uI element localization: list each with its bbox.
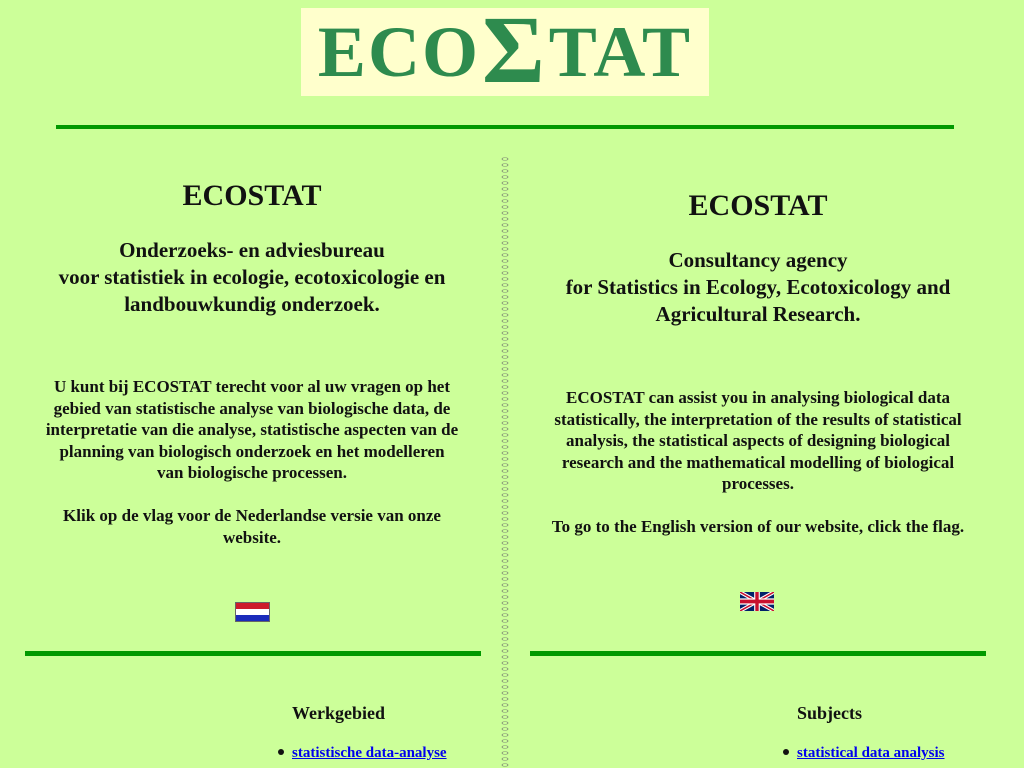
- english-subtitle-line: Consultancy agency: [668, 248, 848, 272]
- dutch-paragraph: [22, 376, 482, 484]
- english-subtitle-line: for Statistics in Ecology, Ecotoxicology and: [565, 275, 951, 299]
- logo-text-before: ECO: [317, 12, 480, 92]
- dutch-subtitle-line: landbouwkundig onderzoek.: [124, 292, 380, 316]
- logo-sigma: Σ: [481, 0, 547, 103]
- dutch-subtitle: [22, 237, 482, 318]
- english-title: ECOSTAT: [688, 189, 828, 222]
- bullet-icon: [278, 749, 284, 755]
- english-paragraph-line: ECOSTAT can assist you in analysing biological data: [565, 388, 950, 407]
- english-click-line: To go to the English version of our website, click the flag.: [551, 517, 965, 536]
- english-subtitle: [528, 247, 988, 328]
- dutch-paragraph-line: gebied van statistische analyse van biologische data, de: [53, 398, 451, 418]
- dutch-paragraph-line: U kunt bij ECOSTAT terecht voor al uw vragen op het: [53, 377, 451, 396]
- vertical-chain-divider: [499, 156, 511, 768]
- english-paragraph: [528, 387, 988, 495]
- dutch-subtitle-line: Onderzoeks- en adviesbureau: [119, 238, 385, 262]
- english-paragraph-line: research and the mathematical modelling of biological: [561, 452, 955, 472]
- english-subject-list-item: [783, 745, 945, 762]
- dutch-paragraph-line: planning van biologisch onderzoek en het modelleren: [59, 441, 445, 461]
- english-subtitle-line: Agricultural Research.: [655, 302, 861, 326]
- dutch-paragraph-line: interpretatie van die analyse, statistische aspecten van de: [45, 420, 459, 439]
- link-statistische-data-analyse[interactable]: statistische data-analyse: [292, 745, 447, 761]
- dutch-section-rule: [25, 651, 481, 656]
- link-statistical-data-analysis[interactable]: statistical data analysis: [797, 745, 945, 761]
- english-click-instruction: [528, 516, 988, 538]
- dutch-click-line: Klik op de vlag voor de Nederlandse versie van onze: [63, 506, 441, 525]
- english-paragraph-line: processes.: [722, 474, 794, 493]
- dutch-click-instruction: [22, 505, 482, 548]
- dutch-subtitle-line: voor statistiek in ecologie, ecotoxicologie en: [58, 265, 446, 289]
- english-paragraph-line: analysis, the statistical aspects of designing biological: [566, 431, 950, 450]
- uk-flag-icon[interactable]: [740, 592, 774, 611]
- english-section-title: Subjects: [797, 703, 863, 723]
- dutch-section-title: Werkgebied: [292, 703, 385, 723]
- dutch-title: ECOSTAT: [182, 179, 322, 212]
- dutch-subject-list-item: [278, 745, 447, 762]
- logo-text-after: TAT: [548, 12, 693, 92]
- dutch-paragraph-line: van biologische processen.: [156, 463, 347, 482]
- netherlands-flag-icon[interactable]: [235, 602, 270, 622]
- english-paragraph-line: statistically, the interpretation of the results of statistical: [554, 409, 962, 429]
- dutch-click-line: website.: [222, 527, 282, 547]
- bullet-icon: [783, 749, 789, 755]
- english-section-rule: [530, 651, 986, 656]
